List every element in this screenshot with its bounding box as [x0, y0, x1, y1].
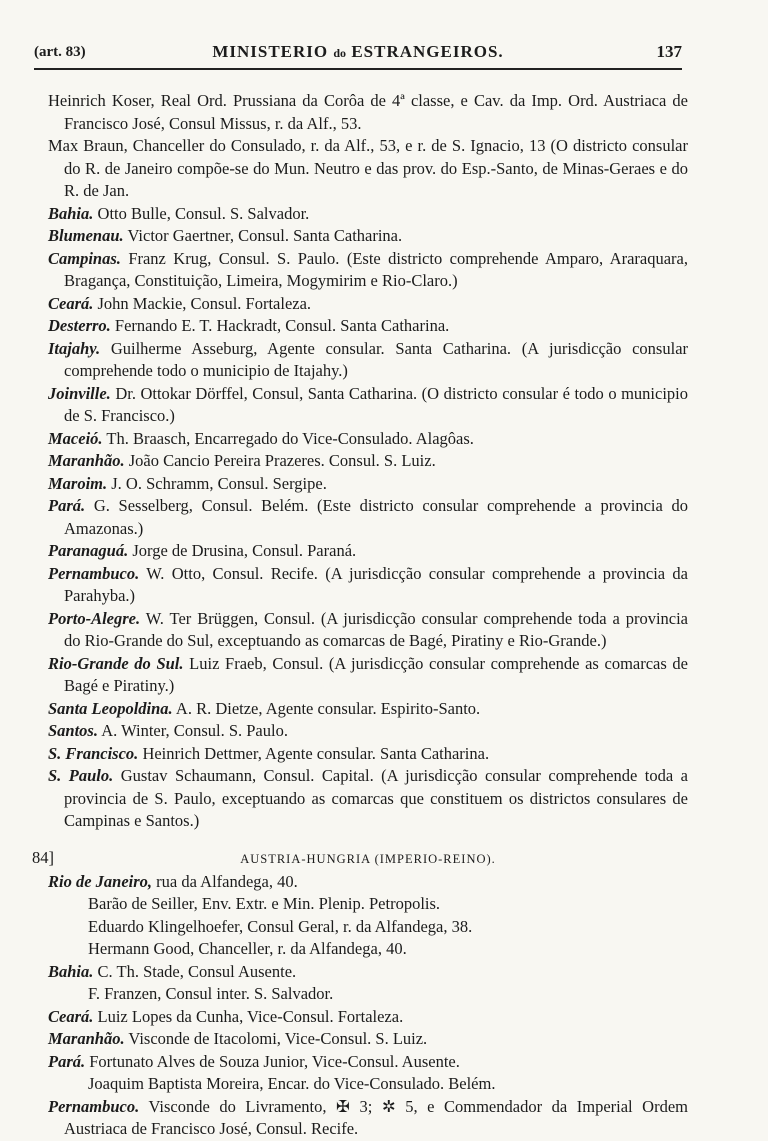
page-number: 137 — [656, 42, 682, 61]
entry-text: Heinrich Koser, Real Ord. Prussiana da Corôa de 4ª classe, e Cav. da Imp. Ord. Austriaca de Francisco José, Consul Missus, r. da Alf., 53. — [48, 91, 688, 133]
page-header — [34, 42, 682, 66]
list-item — [48, 743, 688, 766]
entry-text: Jorge de Drusina, Consul. Paraná. — [132, 541, 357, 560]
list-item — [48, 720, 688, 743]
list-item — [48, 563, 688, 608]
entry-text: Barão de Seiller, Env. Extr. e Min. Plenip. Petropolis. — [88, 894, 441, 913]
entry-text: W. Ter Brüggen, Consul. (A jurisdicção consular comprehende toda a provincia do Rio-Grande do Sul, exceptuando as comarcas de Bagé, Piratiny e Rio-Grande.) — [64, 608, 689, 650]
list-item — [48, 383, 688, 428]
place-name: Blumenau. — [48, 226, 124, 245]
list-item — [48, 428, 688, 451]
list-item — [48, 893, 688, 916]
list-item — [48, 90, 688, 135]
entry-text: Guilherme Asseburg, Agente consular. Santa Catharina. (A jurisdicção consular comprehende todo o municipio de Itajahy.) — [64, 338, 689, 380]
entry-text: rua da Alfandega, 40. — [156, 871, 298, 891]
place-name: Maroim. — [48, 473, 108, 493]
place-name: Pará. — [48, 496, 86, 515]
entry-text: Luiz Fraeb, Consul. (A jurisdicção consular comprehende as comarcas de Bagé e Piratiny.) — [64, 653, 688, 695]
place-name: S. Francisco. — [48, 743, 139, 763]
entry-text: C. Th. Stade, Consul Ausente. — [97, 961, 297, 981]
section-title: AUSTRIA-HUNGRIA (IMPERIO-REINO). — [240, 851, 496, 866]
running-title-c: ESTRANGEIROS. — [351, 42, 504, 61]
list-item — [48, 983, 688, 1006]
place-name: Paranaguá. — [48, 541, 129, 560]
list-item — [48, 540, 688, 563]
section-number: 84] — [32, 847, 54, 867]
list-item — [48, 608, 688, 653]
entry-text: A. Winter, Consul. S. Paulo. — [101, 721, 288, 740]
list-item — [48, 293, 688, 316]
list-item — [48, 315, 688, 338]
entry-text: Visconde de Itacolomi, Vice-Consul. S. Luiz. — [128, 1029, 428, 1048]
entry-text: Fortunato Alves de Souza Junior, Vice-Consul. Ausente. — [89, 1051, 460, 1071]
place-name: Desterro. — [48, 316, 111, 335]
list-item — [48, 495, 688, 540]
place-name: Bahia. — [48, 961, 94, 981]
list-item — [48, 135, 688, 203]
entry-text: Visconde do Livramento, ✠ 3; ✲ 5, e Commendador da Imperial Ordem Austriaca de Francisco José, Consul. Recife. — [64, 1096, 688, 1138]
entry-text: Max Braun, Chanceller do Consulado, r. da Alf., 53, e r. de S. Ignacio, 13 (O districto consular do R. de Janeiro compõe-se do Mun. Neutro e das prov. do Esp.-Santo, de Minas-Geraes e do R. de Jan. — [48, 136, 688, 200]
place-name: Pernambuco. — [48, 563, 140, 583]
place-name: Bahia. — [48, 203, 94, 223]
list-item — [48, 1073, 688, 1096]
running-title-a: MINISTERIO — [212, 42, 329, 61]
section-heading — [32, 847, 688, 871]
list-item — [48, 698, 688, 721]
entry-text: Franz Krug, Consul. S. Paulo. (Este districto comprehende Amparo, Araraquara, Bragança, Constituição, Limeira, Mogymirim e Rio-Claro.) — [64, 248, 688, 290]
list-item — [48, 938, 688, 961]
place-name: Itajahy. — [48, 338, 101, 358]
list-item — [48, 338, 688, 383]
entry-text: Th. Braasch, Encarregado do Vice-Consulado. Alagôas. — [106, 428, 474, 448]
place-name: Campinas. — [48, 248, 121, 268]
entry-text: John Mackie, Consul. Fortaleza. — [97, 293, 312, 313]
place-name: Rio de Janeiro, — [48, 871, 153, 891]
place-name: Maranhão. — [48, 451, 125, 470]
list-item — [48, 1028, 688, 1051]
entry-text: Dr. Ottokar Dörffel, Consul, Santa Catharina. (O districto consular é todo o municipio de S. Francisco.) — [64, 383, 689, 425]
entry-text: Otto Bulle, Consul. S. Salvador. — [97, 203, 310, 223]
place-name: Porto-Alegre. — [48, 608, 141, 628]
entry-text: A. R. Dietze, Agente consular. Espirito-Santo. — [175, 698, 481, 718]
list-item — [48, 248, 688, 293]
place-name: Pernambuco. — [48, 1096, 140, 1116]
list-item — [48, 203, 688, 226]
list-item — [48, 653, 688, 698]
place-name: Pará. — [48, 1051, 86, 1071]
entry-text: Victor Gaertner, Consul. Santa Catharina. — [127, 226, 403, 245]
header-rule — [34, 68, 682, 70]
place-name: Santa Leopoldina. — [48, 698, 173, 718]
place-name: Ceará. — [48, 1006, 94, 1026]
list-item — [48, 765, 688, 833]
entry-text: Fernando E. T. Hackradt, Consul. Santa Catharina. — [114, 316, 450, 335]
running-title-b: do — [333, 46, 347, 60]
consulate-list-austria — [48, 871, 688, 1141]
document-body — [32, 90, 689, 1141]
place-name: Maceió. — [48, 428, 103, 448]
entry-text: Eduardo Klingelhoefer, Consul Geral, r. da Alfandega, 38. — [88, 916, 473, 936]
entry-text: W. Otto, Consul. Recife. (A jurisdicção consular comprehende a provincia da Parahyba.) — [64, 563, 689, 605]
consulate-list-germany — [48, 90, 688, 833]
entry-text: João Cancio Pereira Prazeres. Consul. S. Luiz. — [128, 451, 436, 470]
entry-text: F. Franzen, Consul inter. S. Salvador. — [88, 984, 334, 1003]
place-name: Joinville. — [48, 383, 111, 403]
running-title — [34, 42, 682, 62]
entry-text: Joaquim Baptista Moreira, Encar. do Vice-Consulado. Belém. — [88, 1074, 496, 1093]
list-item — [48, 961, 688, 984]
entry-text: G. Sesselberg, Consul. Belém. (Este districto consular comprehende a provincia do Amazonas.) — [64, 496, 689, 538]
entry-text: Hermann Good, Chanceller, r. da Alfandega, 40. — [88, 939, 407, 958]
place-name: Maranhão. — [48, 1029, 125, 1048]
entry-text: J. O. Schramm, Consul. Sergipe. — [111, 473, 327, 493]
list-item — [48, 450, 688, 473]
list-item — [48, 916, 688, 939]
entry-text: Gustav Schaumann, Consul. Capital. (A jurisdicção consular comprehende toda a provincia de S. Paulo, exceptuando as comarcas que constituem os districtos consulares de Campinas e Santos.) — [64, 766, 688, 830]
entry-text: Luiz Lopes da Cunha, Vice-Consul. Fortaleza. — [97, 1006, 404, 1026]
list-item — [48, 1051, 688, 1074]
list-item — [48, 1096, 688, 1141]
place-name: Ceará. — [48, 293, 94, 313]
list-item — [48, 871, 688, 894]
list-item — [48, 473, 688, 496]
place-name: S. Paulo. — [48, 766, 114, 785]
list-item — [48, 225, 688, 248]
list-item — [48, 1006, 688, 1029]
entry-text: Heinrich Dettmer, Agente consular. Santa Catharina. — [142, 743, 490, 763]
article-ref: (art. 83) — [34, 44, 86, 60]
place-name: Santos. — [48, 721, 98, 740]
place-name: Rio-Grande do Sul. — [48, 653, 184, 673]
